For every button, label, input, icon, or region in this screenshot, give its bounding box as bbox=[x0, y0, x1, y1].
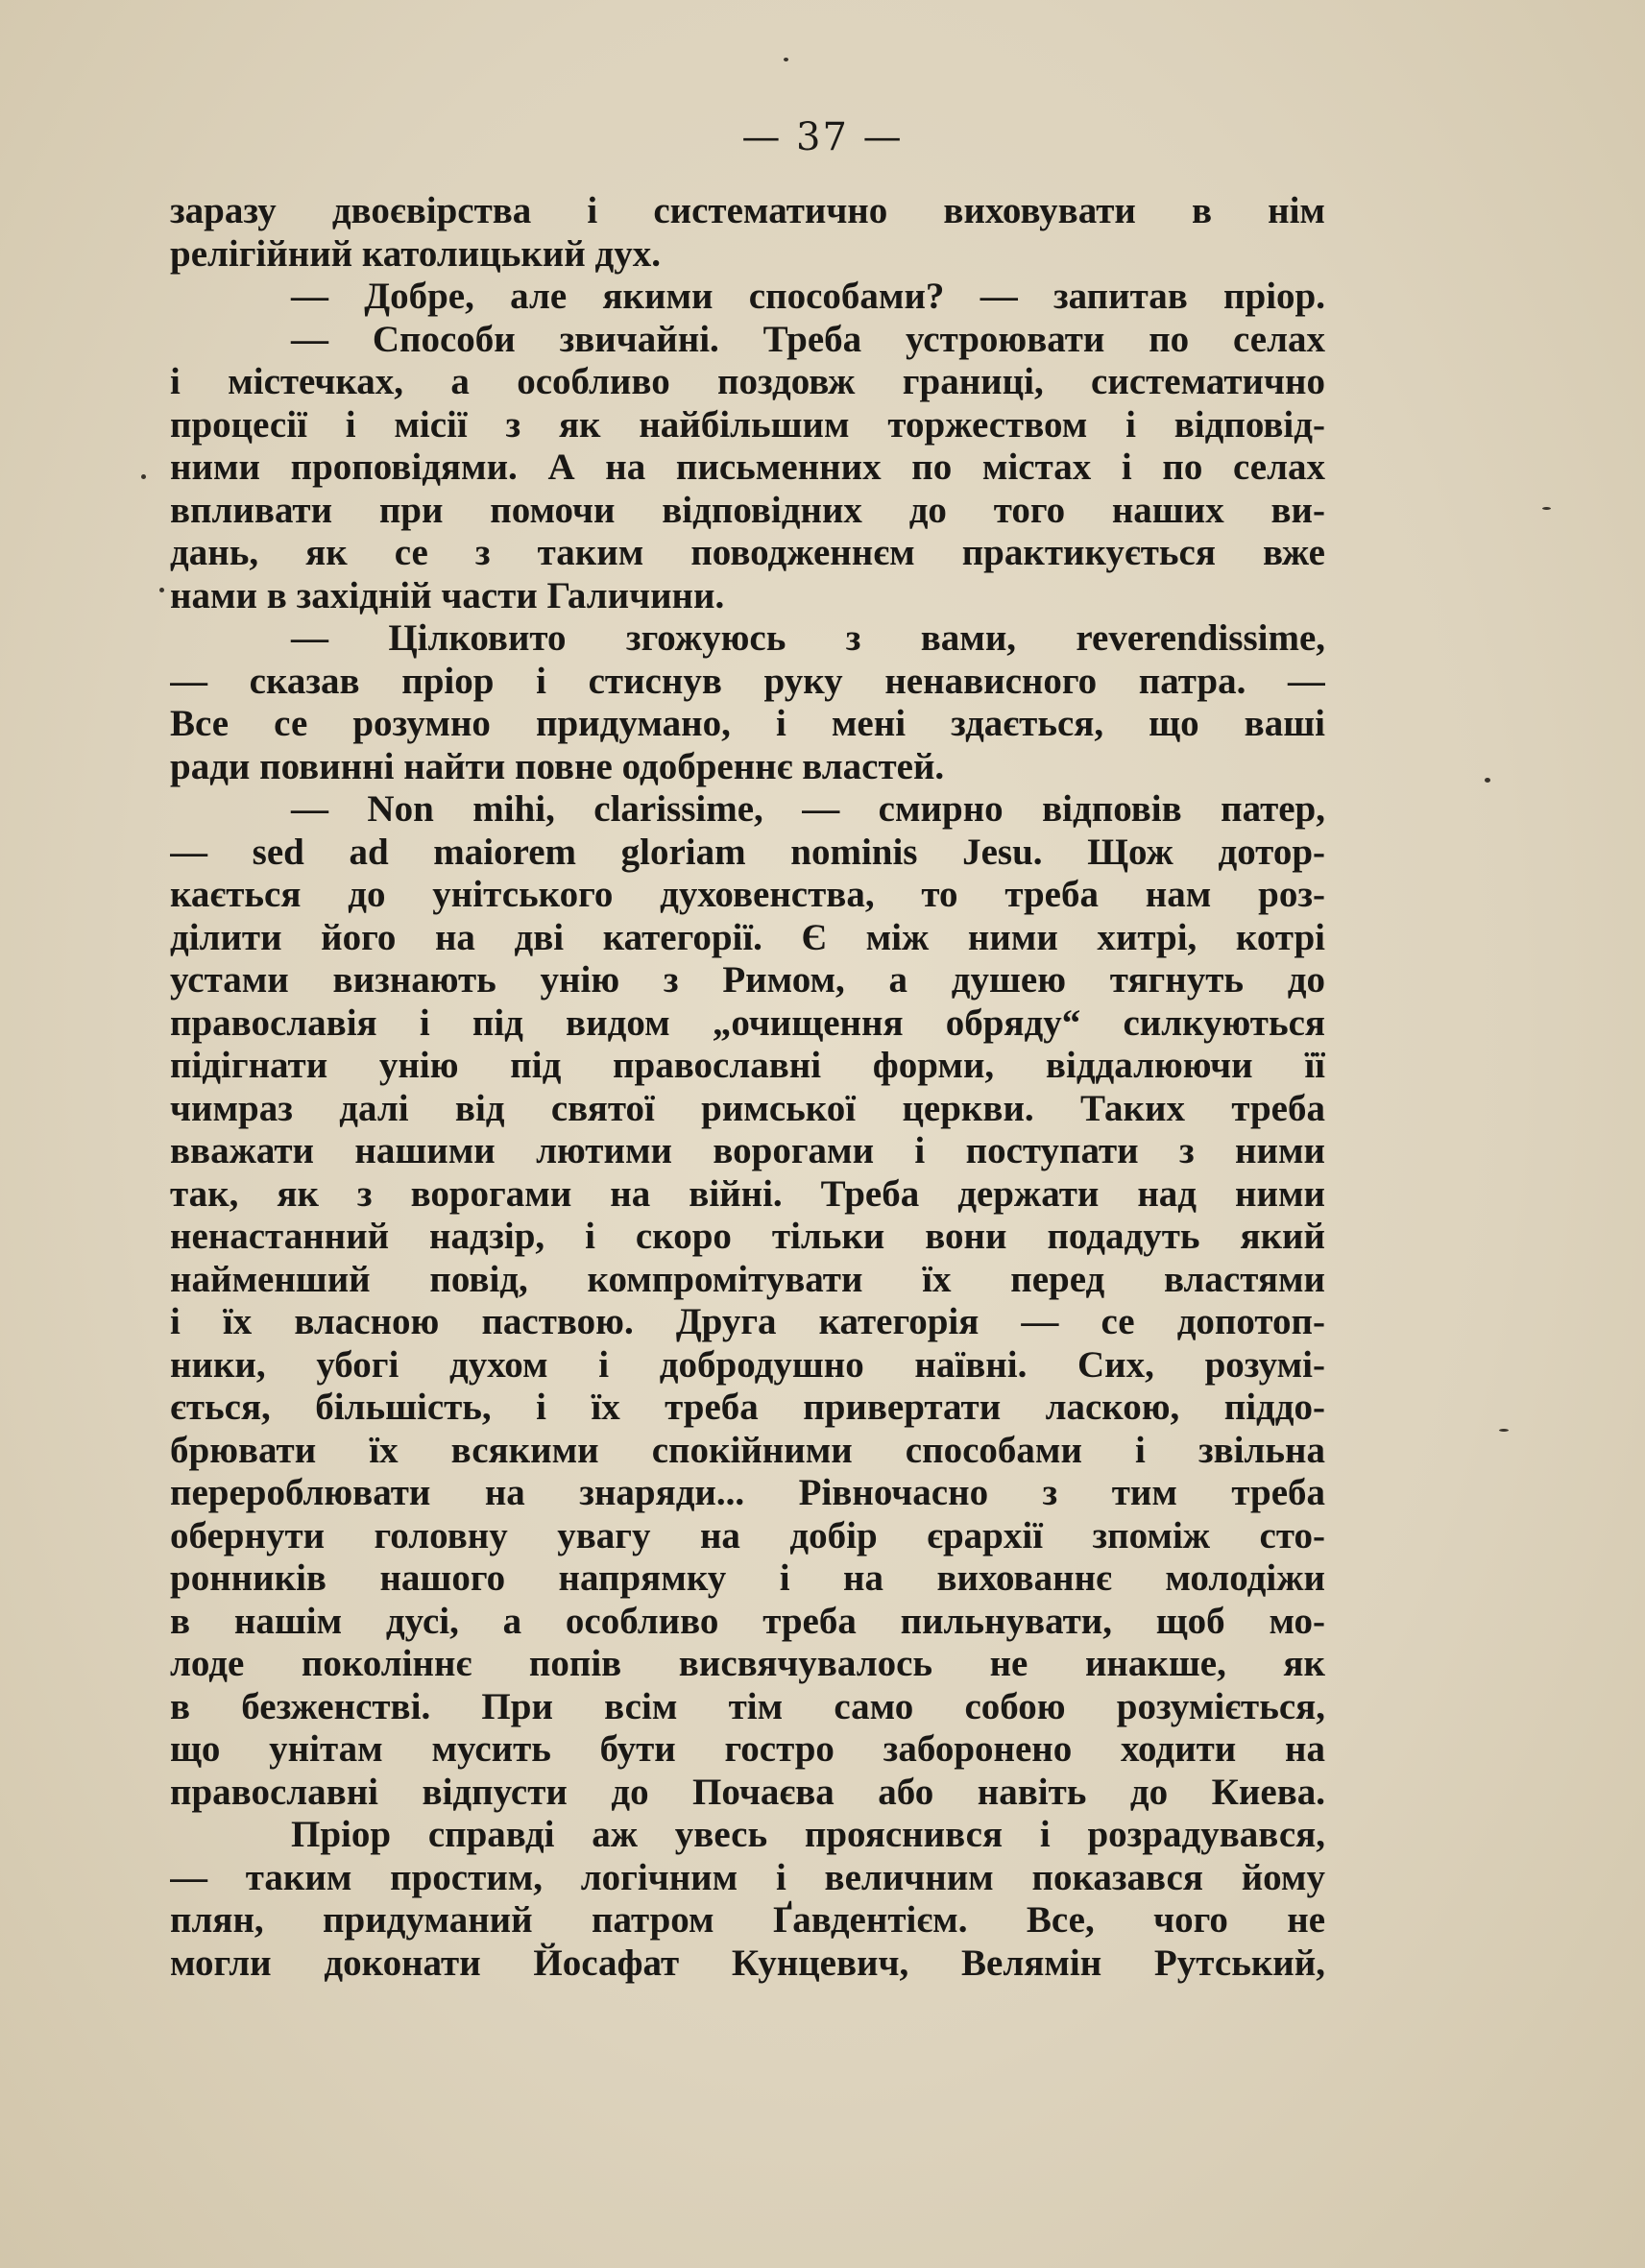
text-line: найменший повід, компромітувати їх перед властями bbox=[170, 1258, 1325, 1300]
text-line: нами в західній части Галичини. bbox=[170, 574, 725, 616]
text-line: — Добре, але якими способами? — запитав пріор. bbox=[291, 276, 1325, 317]
text-line: — Non mihi, clarissime, — смирно відповів патер, bbox=[291, 788, 1325, 830]
text-line: і їх власною паствою. Друга категорія — се допотоп- bbox=[170, 1301, 1325, 1342]
text-line: плян, придуманий патром Ґавдентієм. Все, чого не bbox=[170, 1899, 1325, 1941]
text-line: — Цілковито згожуюсь з вами, reverendissime, bbox=[291, 617, 1325, 659]
text-line: в безженстві. При всім тім само собою розуміється, bbox=[170, 1685, 1325, 1727]
text-line: обернути головну увагу на добір єрархії зпоміж сто- bbox=[170, 1514, 1325, 1556]
text-line: ники, убогі духом і добродушно наївні. Сих, розумі- bbox=[170, 1343, 1325, 1386]
text-line: і містечках, а особливо поздовж границі, систематично bbox=[170, 361, 1325, 402]
text-line: ними проповідями. А на письменних по містах і по селах bbox=[170, 446, 1325, 488]
text-line: ненастанний надзір, і скоро тільки вони подадуть який bbox=[170, 1216, 1325, 1257]
text-line: православні відпусти до Почаєва або навіть до Киева. bbox=[170, 1771, 1325, 1813]
text-line: ради повинні найти повне одобреннє властей. bbox=[170, 745, 945, 787]
text-line: впливати при помочи відповідних до того наших ви- bbox=[170, 489, 1325, 531]
text-line: — sed ad maiorem gloriam nominis Jesu. Щож дотор- bbox=[170, 831, 1325, 873]
text-line: ється, більшість, і їх треба привертати ласкою, піддо- bbox=[170, 1387, 1325, 1428]
print-speck bbox=[1485, 778, 1490, 783]
text-line: кається до унітського духовенства, то треба нам роз- bbox=[170, 874, 1325, 915]
text-line: могли доконати Йосафат Кунцевич, Велямін Рутський, bbox=[170, 1942, 1325, 1984]
text-line: православія і під видом „очищення обряду“ силкуються bbox=[170, 1001, 1325, 1044]
print-speck bbox=[1499, 1429, 1509, 1432]
text-line: так, як з ворогами на війні. Треба держати над ними bbox=[170, 1172, 1325, 1215]
text-line: вважати нашими лютими ворогами і поступати з ними bbox=[170, 1130, 1325, 1171]
text-line: релігійний католицький дух. bbox=[170, 232, 661, 275]
text-line: ділити його на дві категорії. Є між ними хитрі, котрі bbox=[170, 916, 1325, 958]
text-line: Все се розумно придумано, і мені здається, що ваші bbox=[170, 703, 1325, 744]
text-line: устами визнають унію з Римом, а душею тягнуть до bbox=[170, 959, 1325, 1001]
text-line: процесії і місії з як найбільшим торжеством і відповід- bbox=[170, 403, 1325, 446]
text-line: підігнати унію під православні форми, віддалюючи її bbox=[170, 1045, 1325, 1086]
text-line: що унітам мусить бути гостро заборонено ходити на bbox=[170, 1728, 1325, 1770]
text-line: — Способи звичайні. Треба устроювати по селах bbox=[291, 318, 1325, 360]
page-number: — 37 — bbox=[741, 115, 904, 159]
text-line: перероблювати на знаряди... Рівночасно з тим треба bbox=[170, 1472, 1325, 1513]
text-line: заразу двоєвірства і систематично виховувати в нім bbox=[170, 190, 1325, 231]
print-speck bbox=[784, 58, 788, 61]
print-speck bbox=[1542, 507, 1551, 510]
text-line: — таким простим, логічним і величним показався йому bbox=[170, 1856, 1325, 1898]
text-line: лоде поколіннє попів висвячувалось не инакше, як bbox=[170, 1643, 1325, 1684]
print-speck bbox=[159, 588, 164, 592]
print-speck bbox=[141, 474, 146, 479]
text-line: дань, як се з таким поводженнєм практикується вже bbox=[170, 532, 1325, 573]
text-line: — сказав пріор і стиснув руку ненависного патра. — bbox=[170, 660, 1325, 702]
text-line: в нашім дусі, а особливо треба пильнувати, щоб мо- bbox=[170, 1600, 1325, 1642]
text-line: ронників нашого напрямку і на вихованнє молодіжи bbox=[170, 1557, 1325, 1599]
text-line: чимраз далі від святої римської церкви. Таких треба bbox=[170, 1087, 1325, 1129]
text-line: Пріор справді аж увесь прояснився і розрадувався, bbox=[291, 1814, 1325, 1855]
text-line: брювати їх всякими спокійними способами і звільна bbox=[170, 1429, 1325, 1471]
body-text bbox=[170, 190, 1325, 1985]
